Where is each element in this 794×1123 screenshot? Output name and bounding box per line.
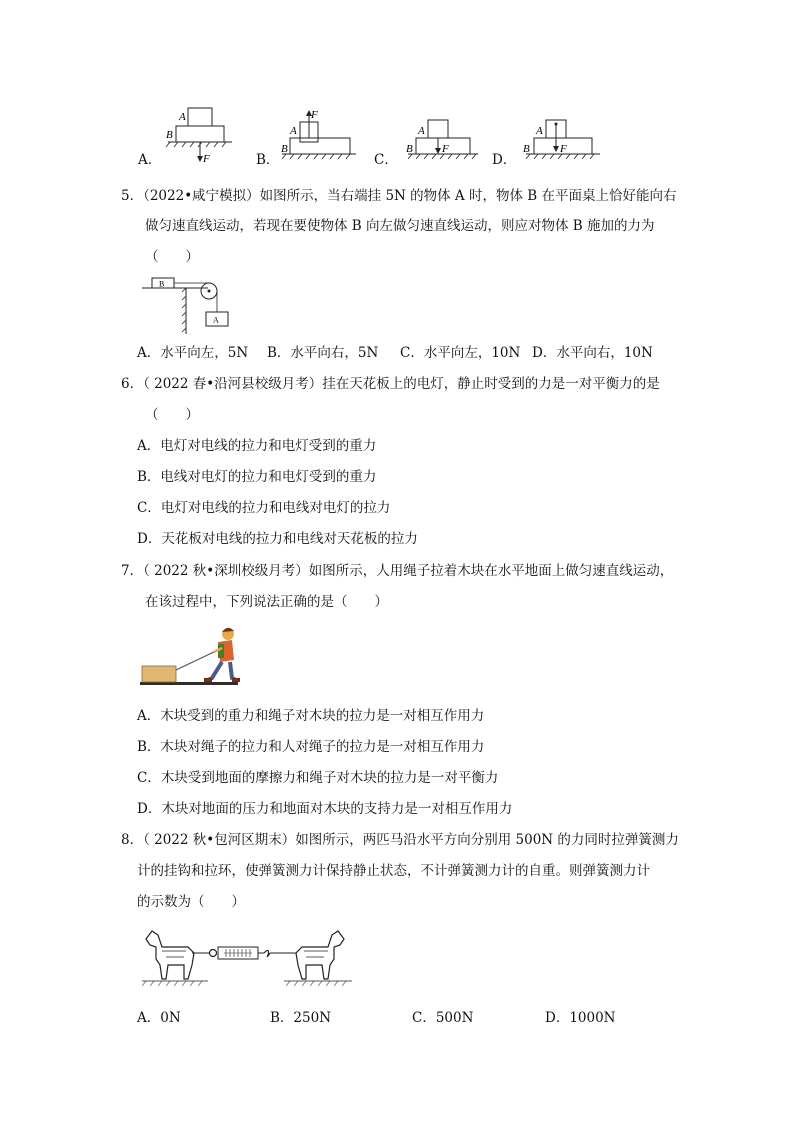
q8-stem-line1: 8．（ 2022 秋•包河区期末）如图所示，两匹马沿水平方向分别用 500N 的力同时拉弹簧测力 (121, 832, 679, 848)
q7-option-c[interactable]: C．木块受到地面的摩擦力和绳子对木块的拉力是一对平衡力 (137, 770, 499, 786)
q6-option-a[interactable]: A．电灯对电线的拉力和电灯受到的重力 (137, 438, 377, 454)
q4-d-label-b: B (523, 143, 530, 155)
q7-pulling-figure (138, 620, 242, 690)
q4-a-label-f: F (203, 153, 210, 165)
q4-figure-c (398, 100, 488, 170)
q8-option-b[interactable]: B．250N (270, 1010, 332, 1026)
q4-b-label-f: F (311, 109, 318, 121)
q4-figure-a (160, 100, 250, 170)
q4-b-label-b: B (281, 143, 288, 155)
q7-stem-line1: 7．（ 2022 秋•深圳校级月考）如图所示，人用绳子拉着木块在水平地面上做匀速直线运动， (121, 563, 674, 579)
q4-b-label-a: A (290, 125, 297, 137)
q4-option-d-label: D． (492, 152, 517, 168)
q4-option-b-label: B． (256, 152, 280, 168)
q8-option-d[interactable]: D．1000N (545, 1010, 616, 1026)
q4-a-label-a: A (179, 111, 186, 123)
q4-d-label-a: A (536, 125, 543, 137)
q8-stem-line2: 计的挂钩和拉环，使弹簧测力计保持静止状态，不计弹簧测力计的自重。则弹簧测力计 (137, 863, 650, 879)
q5-option-a[interactable]: A．水平向左，5N (137, 345, 249, 361)
q8-option-c[interactable]: C．500N (412, 1010, 474, 1026)
q6-option-c[interactable]: C．电灯对电线的拉力和电线对电灯的拉力 (137, 500, 391, 516)
q7-option-a[interactable]: A．木块受到的重力和绳子对木块的拉力是一对相互作用力 (137, 708, 485, 724)
q4-figure-d (520, 100, 610, 170)
q4-option-a-label: A． (138, 152, 162, 168)
q5-option-d[interactable]: D．水平向右，10N (532, 345, 653, 361)
q5-block-a-label: A (213, 315, 219, 325)
q6-option-d[interactable]: D．天花板对电线的拉力和电线对天花板的拉力 (137, 531, 418, 547)
q8-stem-line3: 的示数为（ ） (137, 894, 245, 910)
q7-option-d[interactable]: D．木块对地面的压力和地面对木块的支持力是一对相互作用力 (137, 801, 513, 817)
q4-c-label-b: B (406, 143, 413, 155)
q7-option-b[interactable]: B．木块对绳子的拉力和人对绳子的拉力是一对相互作用力 (137, 739, 485, 755)
q4-figure-b (278, 100, 368, 170)
q5-pulley-figure (138, 272, 238, 334)
q4-d-label-f: F (560, 143, 567, 155)
q5-option-b[interactable]: B．水平向右，5N (267, 345, 379, 361)
q6-stem-line2: （ ） (145, 407, 199, 423)
q4-a-label-b: B (166, 129, 173, 141)
q8-option-a[interactable]: A．0N (137, 1010, 181, 1026)
q8-horses-figure (138, 925, 358, 991)
q4-option-c-label: C． (374, 152, 398, 168)
q5-stem-line2: 做匀速直线运动，若现在要使物体 B 向左做匀速直线运动，则应对物体 B 施加的力为 (145, 218, 655, 234)
q4-figures (130, 100, 610, 170)
q7-stem-line2: 在该过程中，下列说法正确的是（ ） (145, 594, 388, 610)
q6-stem-line1: 6．（ 2022 春•沿河县校级月考）挂在天花板上的电灯，静止时受到的力是一对平衡力的是 (121, 376, 660, 392)
q5-block-b-label: B (159, 279, 165, 289)
q6-option-b[interactable]: B．电线对电灯的拉力和电灯受到的重力 (137, 469, 377, 485)
q4-c-label-a: A (418, 125, 425, 137)
q5-option-c[interactable]: C．水平向左，10N (400, 345, 521, 361)
q4-c-label-f: F (442, 143, 449, 155)
q5-stem-line1: 5．（2022•咸宁模拟）如图所示，当右端挂 5N 的物体 A 时，物体 B 在平面桌上恰好能向右 (121, 188, 677, 204)
q5-stem-line3: （ ） (145, 249, 199, 265)
